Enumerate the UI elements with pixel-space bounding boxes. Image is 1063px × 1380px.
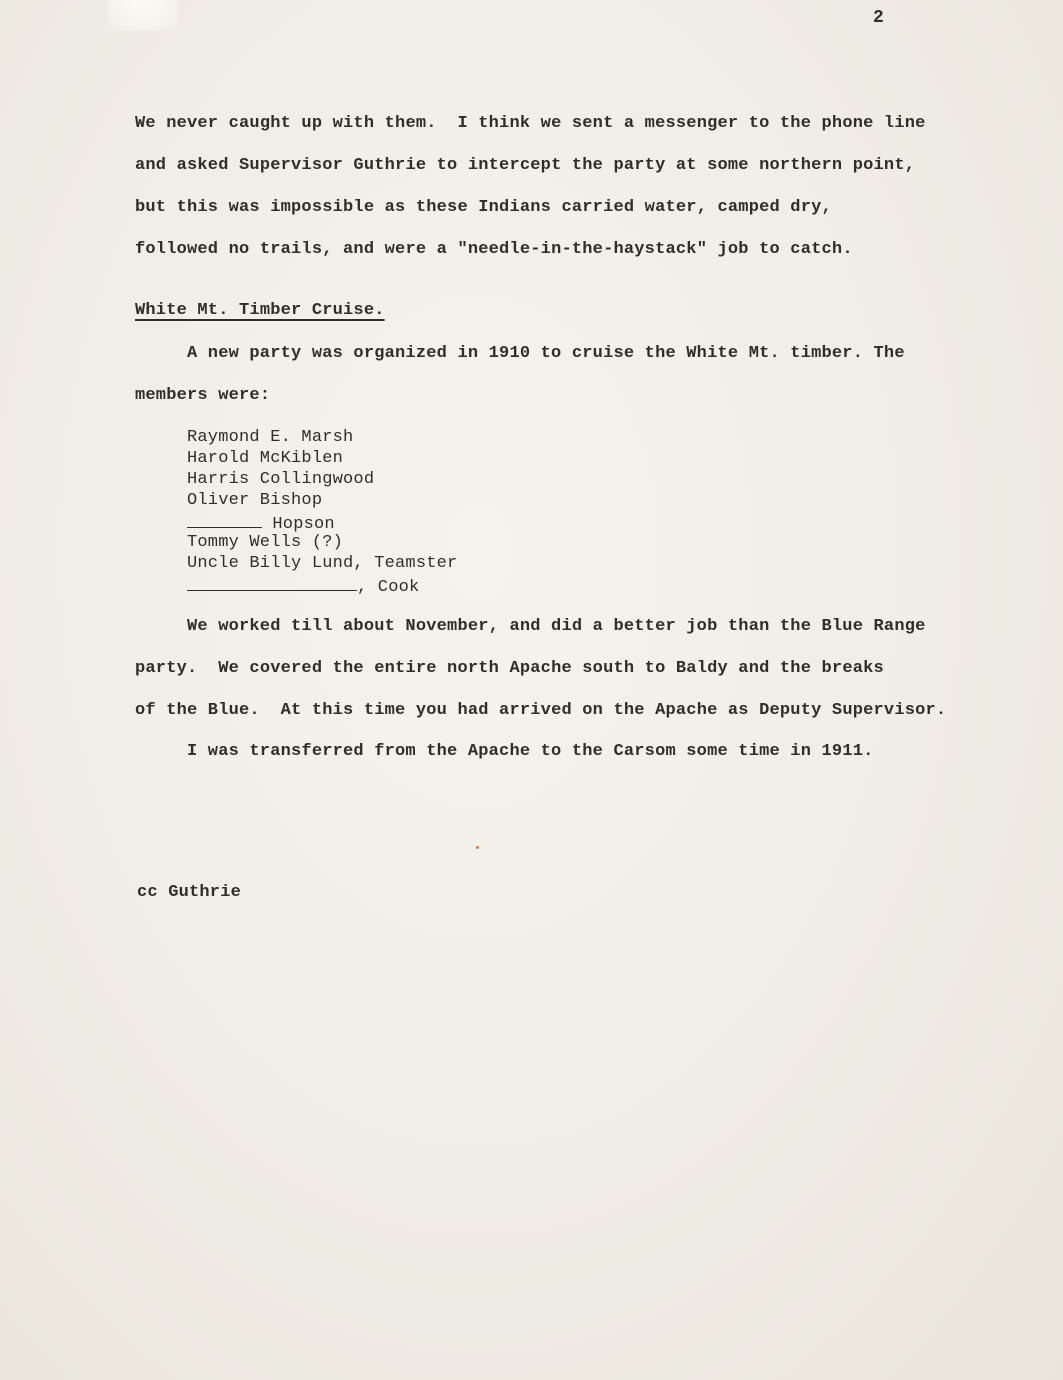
member-name: Uncle Billy Lund, Teamster <box>187 554 458 573</box>
list-item <box>187 512 457 533</box>
list-item <box>187 533 457 554</box>
paragraph-3-line-2: party. We covered the entire north Apache south to Baldy and the breaks <box>135 659 884 678</box>
member-name: Raymond E. Marsh <box>187 428 354 447</box>
paragraph-1-line-4: followed no trails, and were a "needle-in-the-haystack" job to catch. <box>135 240 853 259</box>
page-number: 2 <box>873 8 885 28</box>
paragraph-1-line-2: and asked Supervisor Guthrie to intercept the party at some northern point, <box>135 156 916 175</box>
paragraph-3-line-3: of the Blue. At this time you had arrived on the Apache as Deputy Supervisor. <box>135 701 947 720</box>
member-name: Tommy Wells (?) <box>187 533 344 552</box>
blank-name-line <box>187 512 262 528</box>
paragraph-1-line-3: but this was impossible as these Indians carried water, camped dry, <box>135 198 832 217</box>
member-name: Harris Collingwood <box>187 470 375 489</box>
member-list <box>187 428 457 596</box>
paragraph-2-line-1: A new party was organized in 1910 to cruise the White Mt. timber. The <box>187 344 905 363</box>
paragraph-3-line-1: We worked till about November, and did a better job than the Blue Range <box>187 617 926 636</box>
paragraph-4-line-1: I was transferred from the Apache to the Carsom some time in 1911. <box>187 742 874 761</box>
member-name: Hopson <box>272 515 335 534</box>
paragraph-2-line-2: members were: <box>135 386 271 405</box>
section-heading: White Mt. Timber Cruise. <box>135 301 385 320</box>
paper-speck <box>476 846 479 849</box>
list-item <box>187 428 457 449</box>
paragraph-1-line-1: We never caught up with them. I think we sent a messenger to the phone line <box>135 114 926 133</box>
paper-tear <box>108 0 178 30</box>
list-item <box>187 491 457 512</box>
blank-name-line <box>187 575 357 591</box>
member-name: , Cook <box>357 578 420 597</box>
member-name: Oliver Bishop <box>187 491 323 510</box>
list-item <box>187 575 457 596</box>
cc-line: cc Guthrie <box>137 883 242 902</box>
list-item <box>187 554 457 575</box>
list-item <box>187 449 457 470</box>
member-name: Harold McKiblen <box>187 449 344 468</box>
list-item <box>187 470 457 491</box>
